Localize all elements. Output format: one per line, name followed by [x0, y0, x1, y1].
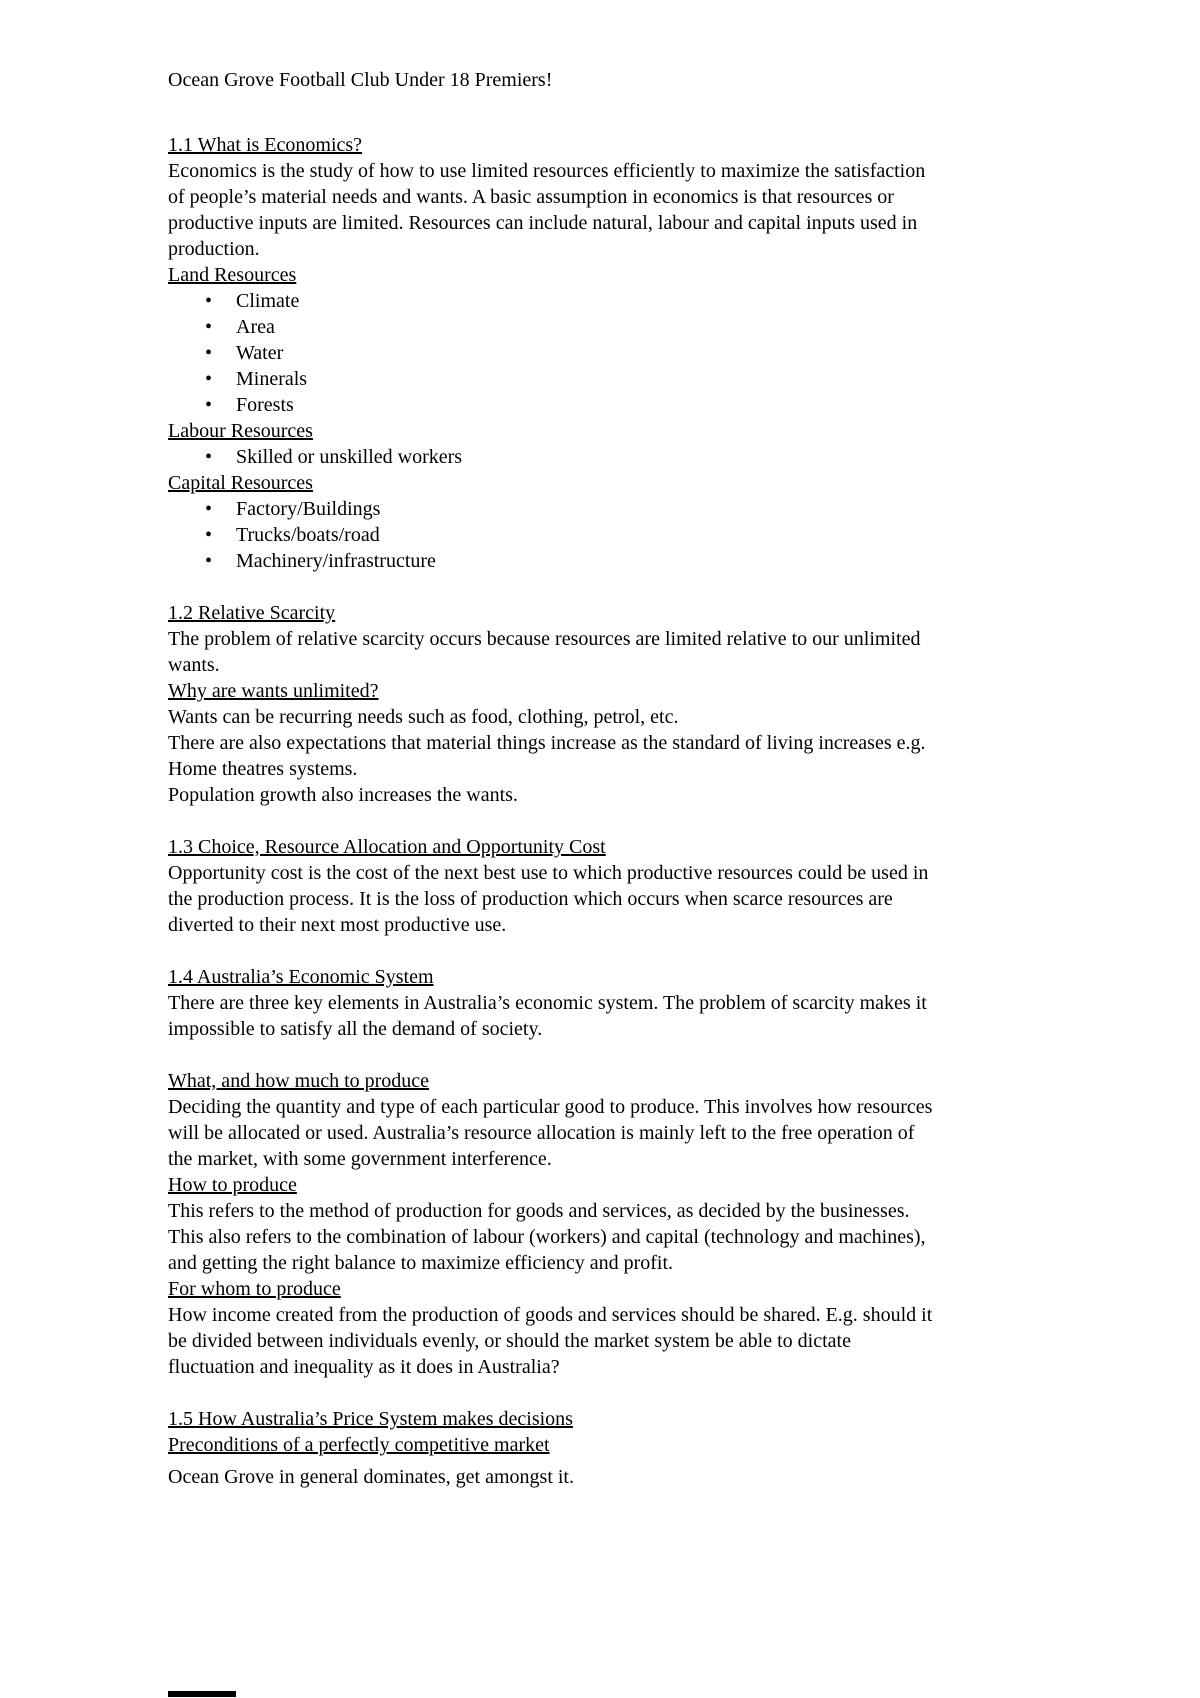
section-1-5-title: 1.5 How Australia’s Price System makes decisions [168, 1408, 573, 1430]
subheading-capital-resources: Capital Resources [168, 472, 313, 494]
section-1-4-paragraph-1: There are three key elements in Australia’s economic system. The problem of scarcity makes it impossible to satisfy all the demand of society. [168, 992, 927, 1040]
section-1-2-paragraph-4: Population growth also increases the wants. [168, 784, 518, 806]
cutoff-next-line-fragment [168, 1691, 236, 1697]
bullet-list-capital-resources [168, 496, 938, 574]
subheading-land-resources: Land Resources [168, 264, 297, 286]
list-item: • Trucks/boats/road [168, 522, 938, 548]
section-1-2-paragraph-2: Wants can be recurring needs such as food, clothing, petrol, etc. [168, 706, 679, 728]
list-item: • Water [168, 340, 938, 366]
list-item: • Skilled or unskilled workers [168, 444, 938, 470]
list-item: • Forests [168, 392, 938, 418]
subheading-labour-resources: Labour Resources [168, 420, 313, 442]
subheading-what-how-much-to-produce: What, and how much to produce [168, 1070, 430, 1092]
subheading-for-whom-to-produce: For whom to produce [168, 1278, 341, 1300]
subheading-how-to-produce: How to produce [168, 1174, 297, 1196]
section-1-4-paragraph-whom: How income created from the production of goods and services should be shared. E.g. should it be divided between individuals evenly, or should the market system be able to dictate fluctuation and inequality as it does in Australia? [168, 1304, 933, 1378]
list-item: • Factory/Buildings [168, 496, 938, 522]
section-1-1-intro-paragraph: Economics is the study of how to use limited resources efficiently to maximize the satisfaction of people’s material needs and wants. A basic assumption in economics is that resources or productive inputs are limited. Resources can include natural, labour and capital inputs used in production. [168, 160, 926, 260]
section-1-4-paragraph-what: Deciding the quantity and type of each particular good to produce. This involves how resources will be allocated or used. Australia’s resource allocation is mainly left to the free operation of the market, with some government interference. [168, 1096, 933, 1170]
document-header: Ocean Grove Football Club Under 18 Premiers! [168, 69, 553, 91]
section-1-4-paragraph-how: This refers to the method of production for goods and services, as decided by the businesses. This also refers to the combination of labour (workers) and capital (technology and machines), and getting the right balance to maximize efficiency and profit. [168, 1200, 926, 1274]
section-1-1-title: 1.1 What is Economics? [168, 134, 363, 156]
list-item: • Area [168, 314, 938, 340]
list-item: • Machinery/infrastructure [168, 548, 938, 574]
bullet-list-labour-resources [168, 444, 938, 470]
section-1-5-paragraph-1: Ocean Grove in general dominates, get amongst it. [168, 1466, 574, 1488]
section-1-3-paragraph-1: Opportunity cost is the cost of the next best use to which productive resources could be used in the production process. It is the loss of production which occurs when scarce resources are diverted to their next most productive use. [168, 862, 929, 936]
section-1-2-paragraph-3: There are also expectations that material things increase as the standard of living increases e.g. Home theatres systems. [168, 732, 926, 780]
list-item: • Minerals [168, 366, 938, 392]
section-1-4-title: 1.4 Australia’s Economic System [168, 966, 434, 988]
page-content [168, 67, 938, 1490]
subheading-why-wants-unlimited: Why are wants unlimited? [168, 680, 379, 702]
subheading-preconditions-competitive-market: Preconditions of a perfectly competitive market [168, 1434, 550, 1456]
section-1-2-title: 1.2 Relative Scarcity [168, 602, 336, 624]
list-item: • Climate [168, 288, 938, 314]
section-1-2-paragraph-1: The problem of relative scarcity occurs because resources are limited relative to our unlimited wants. [168, 628, 921, 676]
bullet-list-land-resources [168, 288, 938, 418]
section-1-3-title: 1.3 Choice, Resource Allocation and Opportunity Cost [168, 836, 606, 858]
